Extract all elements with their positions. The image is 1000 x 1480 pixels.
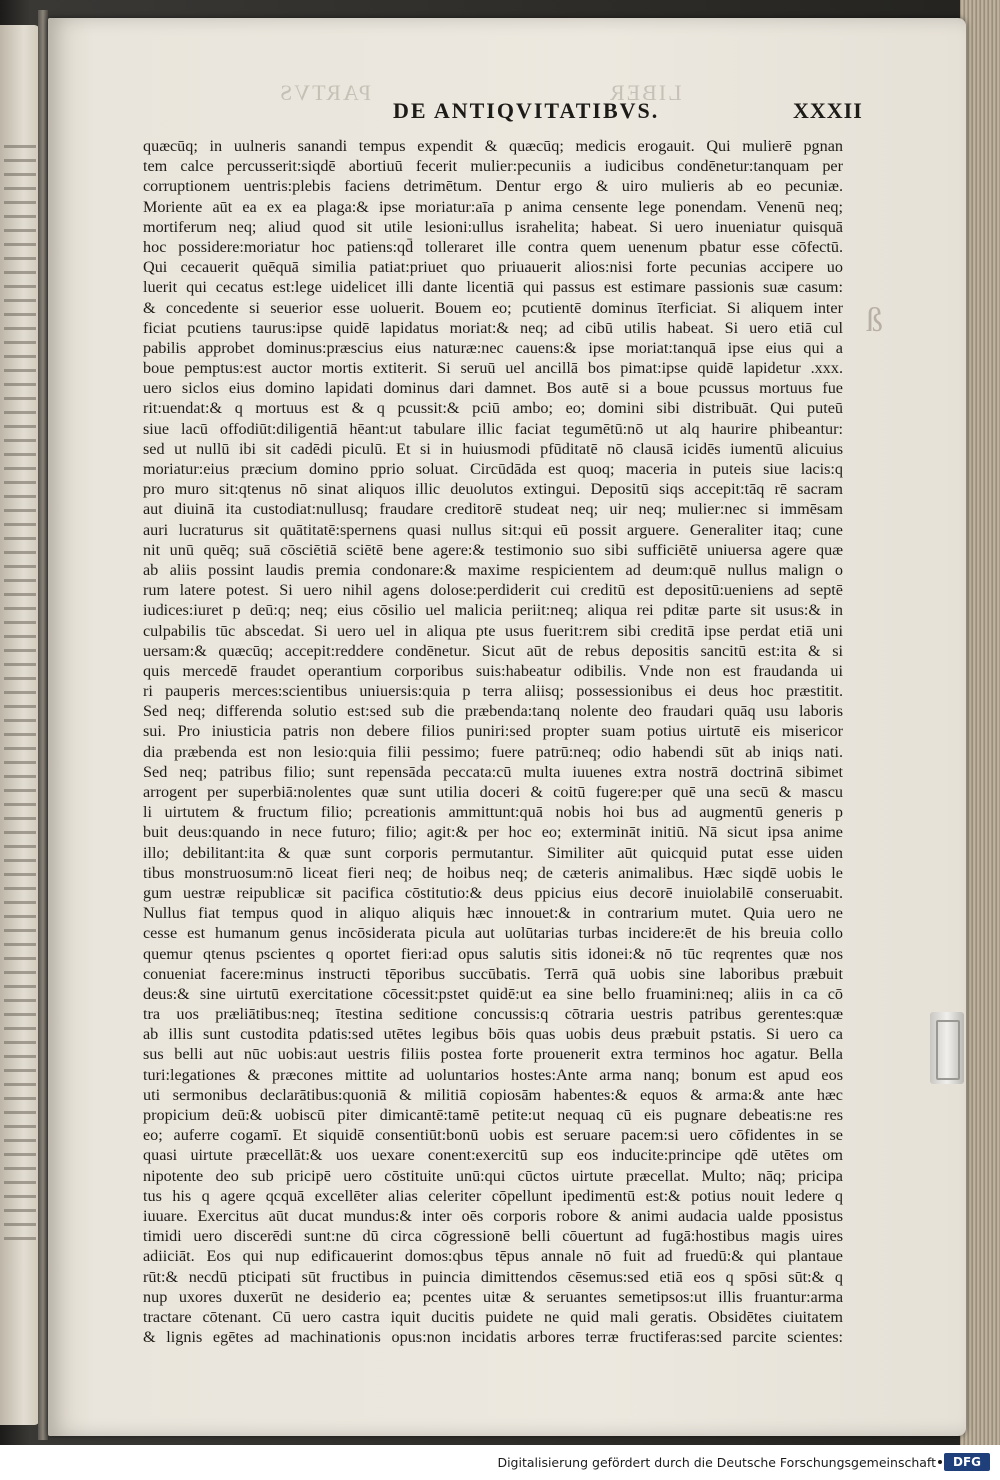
- text-line: propicium deū:& uobiscū piter dimicantē:tamē petite:ut nequaq cū eis pugnare debeatis:ne res: [143, 1106, 843, 1124]
- text-line: li uirtutem & fructum filio; pcreationis ammittunt:quā nobis hoi bus ad augmentū generis p: [143, 803, 843, 822]
- text-line: adiiciāt. Eos qui nup edificauerint domos:qbus tēpus annale nō fuit ad fruedū:& qui plantaue: [143, 1247, 843, 1266]
- text-line: ab illis sunt custodita pdatis:sed utētes legibus bōis quas uobis deus præbuit pstatis. Si uero ca: [143, 1025, 843, 1044]
- text-line: sus belli aut nūc uobis:aut uestris filiis postea forte prouenerit extra terminos hoc agatur. Bella: [143, 1045, 843, 1064]
- text-line: iudices:iuret p deū:q; neq; eius cōsilio uel malicia periit:neq; aliqua rei pditæ parte sit usus:& in: [143, 601, 843, 620]
- text-line: ab aliis possint laudis premia condonare:& maxime respicientem ad deum:quē nullus malign o: [143, 560, 843, 579]
- text-line: tra uos præliātibus:neq; ītestina seditione concussis:q cōtraria uestris patribus gerentes:quæ: [143, 1005, 843, 1024]
- text-line: corruptionem uentris:plebis faciens detrimētum. Dentur ergo & uiro mulieris ab eo pecuniæ.: [143, 177, 843, 196]
- text-line: hoc possidere:moriatur hoc patiens:qd̄ tolleraret ille contra quem uenenum pbatur esse cōfectū.: [143, 237, 843, 256]
- text-line: conueniat facere:minus instructi tēporibus succūbatis. Terrā quā uobis sine laboribus præbuit: [143, 964, 843, 983]
- text-line: uero siclos eius domino lapidati dominus dari damnet. Bos autē si a boue pcussus mortuus fue: [143, 379, 843, 398]
- text-line: Nullus fiat tempus quod in aliquo aliquis hæc innouet:& in contrarium mutet. Quia uero ne: [143, 904, 843, 923]
- text-line: quasi uirtute præcellāt:& uos uexare conent:exercitū sup eos inducite:principe qdē utētes om: [143, 1146, 843, 1165]
- text-line: sed ut nullū ibi sit cadēdi piculū. Et si in huiusmodi pfūditatē nō clausā icidēs iumentū alicuius: [143, 439, 843, 458]
- text-line: ficiat pcutiens taurus:ipse quidē lapidatus moriat:& neq; ad cibū utilis habeat. Si uero etiā cul: [143, 318, 843, 337]
- previous-page-text: [4, 145, 36, 1245]
- text-line: buit deus:quando in nece futuro; filio; agit:& per hoc eo; extermināt initiū. Nā sicut ipsa anime: [143, 823, 843, 842]
- text-line: tibus monstruosum:nō liceat fieri neq; de hoibus neq; de cæteris animalibus. Hæc siqdē uobis le: [143, 863, 843, 882]
- text-line: tus his q agere qcquā excellēter alias celeriter cōpellunt ipedimentū est:& potius nouit ledere q: [143, 1186, 843, 1205]
- bleed-through-text: PARTVS: [278, 80, 372, 105]
- text-line: quemur qtenus pscientes q oportet fieri:ad opus salutis sitis idonei:& nō tūc reqrentes quæ nos: [143, 944, 843, 963]
- text-line: illo; debilitant:ita & quæ sunt corporis permutantur. Similiter aūt quicquid putat esse uiden: [143, 843, 843, 862]
- text-line: deus:& sine uirtutū exercitatione cōcessit:pstet quidē:ut ea sine bello fruamini:neq; aliis in ca cō: [143, 984, 843, 1003]
- text-line: arrogent per superbiā:nolentes quæ sunt utilia doceri & coitū fugere:per quē una secū & mascu: [143, 783, 843, 801]
- text-line: nipotente deo sub pricipē uero cōstituite unū:qui cūctos uirtute præcellat. Multo; nāq; pricipa: [143, 1166, 843, 1185]
- previous-page-edge: [0, 25, 40, 1425]
- text-line: Sed neq; differenda solutio est:sed sub die præbenda:tanq nolente deo fraudari quāq usu laboris: [143, 702, 843, 721]
- body-text: [143, 136, 843, 1347]
- text-line: nit unū quēq; suā cōsciētiā sciētē bene agere:& testimonio suo sibi sufficiētē uniuersa agere quæ: [143, 540, 843, 559]
- text-line: luerit qui cecatus est:lege uidelicet illi dante licentiā qui passus est estimare passionis suæ casum:: [143, 278, 843, 297]
- text-line: mortiferum neq; aliud quod sit utile lesioni:ullus israhelita; habeat. Si uero inueniatur quisquā: [143, 217, 843, 236]
- text-line: boue pemptus:est auctor mortis extiterit. Si seruū uel ancillā bos pimat:ipse quidē lapidetur .xxx.: [143, 359, 843, 378]
- text-line: pabilis approbet dominus:præscius eius naturæ:nec cauens:& ipse moriat:tanquā ipse eius qui a: [143, 338, 843, 357]
- text-line: & lignis egētes ad machinationis opus:non incidatis arbores terræ fructiferas:sed parcite scientes:: [143, 1328, 843, 1347]
- text-line: tractare cōtenant. Cū uero castra iquit ducitis puidete ne quid mali geratis. Obsidētes ciuitatem: [143, 1307, 843, 1326]
- dfg-logo: DFG: [944, 1453, 990, 1471]
- folio-number: XXXII: [793, 98, 863, 123]
- text-line: pro muro sit:qtenus nō sinat aliquos illic deuolutos extingui. Depositū siqs accepit:tāq rē sacram: [143, 480, 843, 499]
- page-clip: [930, 1012, 964, 1084]
- text-line: culpabilis tūc abscedat. Si uero uel in aliqua pte usus fuerit:rem sibi creditā ipse perdat etiā uni: [143, 621, 843, 640]
- running-head: DE ANTIQVITATIBVS.: [393, 98, 660, 123]
- text-line: Moriente aūt ea ex ea plaga:& ipse moriatur:aīa p anima censente lege ponendam. Venenū neq;: [143, 197, 843, 216]
- text-line: ri pauperis merces:scientibus uniuersis:quia p terra aliisq; possessionibus ei deus hoc præstitit.: [143, 682, 843, 701]
- text-line: & concedente si seuerior esse uoluerit. Bouem eo; pcutientē dominus īterficiat. Si aliquem inter: [143, 298, 843, 317]
- text-line: siue lacū offodiūt:diligentiā hēant:ut tabulare illic faciat tegumētū:nō ut alq haurire phibeantur:: [143, 419, 843, 438]
- text-line: quis mercedē fraudet operantium corporibus suis:habeatur odibilis. Vnde non est fraudanda ui: [143, 661, 843, 680]
- text-line: quæcūq; in uulneris sanandi tempus expendit & quæcūq; medicis erogauit. Qui mulierē pgnan: [143, 137, 843, 155]
- text-line: sui. Pro iniusticia patris non debere filios puniri:sed propter suam potius uirtutē eis misericor: [143, 722, 843, 741]
- text-line: moriatur:eius præcium domino pprio soluat. Circūdāda est quoq; maceria in puteis siue lacis:q: [143, 460, 843, 478]
- text-line: cesse est humanum genus incōsiderata picula aut uolūtarias turbas incidere:ēt de his breuia collo: [143, 924, 843, 943]
- text-line: Sed neq; patribus filio; sunt repensāda peccata:cū multa iuuenes extra nostrā doctrinā sibimet: [143, 762, 843, 781]
- text-line: rit:uendat:& q mortuus est & q pcussit:& pciū ambo; eo; domini sibi distribuāt. Qui puteū: [143, 399, 843, 418]
- text-line: eo; auferre cogamī. Et siquidē consentiūt:bonū uobis est seruare pacem:si uero cōfidentes in se: [143, 1126, 843, 1145]
- text-line: rum latere potest. Si uero nihil agens dolose:perdiderit cui creditū est depositū:ueniens ad septē: [143, 581, 843, 600]
- book-page-edge: [960, 0, 1000, 1445]
- text-line: uti sermonibus declarātibus:quoniā & militiā copiosām habentes:& equos & arma:& ante hæc: [143, 1085, 843, 1104]
- separator-dot: [938, 1460, 942, 1464]
- text-line: uersam:& quæcūq; accepit:reddere condēnetur. Sicut aūt de rebus depositis sancitū est:ita & si: [143, 641, 843, 660]
- text-line: turi:legationes & præcones mittite ad uoluntarios hostes:Ante arma nanq; bonum est apud eos: [143, 1065, 843, 1084]
- text-line: iuuare. Exercitus aūt ducat mundus:& inter oēs corporis robore & animi audacia ualde pposistus: [143, 1206, 843, 1225]
- bleed-through-text: LIBER: [608, 80, 682, 105]
- text-line: aut diuinā ita custodiat:nullusq; fraudare creditorē studeat neq; uir neq; mulier:nec si immēsam: [143, 500, 843, 519]
- text-line: timidi uero discerēdi sunt:ne dū circa cōgressionē belli cōuertunt ad fugā:hostibus magis uires: [143, 1227, 843, 1246]
- book-binding: [38, 10, 48, 1440]
- text-line: nup uxores duxerūt ne desiderio ea; pcentes uitæ & seruantes semetipsos:ut illis fruantur:arma: [143, 1287, 843, 1306]
- text-line: dia præbenda est non lesio:quia filii pessimo; fuere patrū:neq; odio habendi sūt ab iniqs nati.: [143, 742, 843, 761]
- digitization-credit: Digitalisierung gefördert durch die Deutsche Forschungsgemeinschaft: [497, 1455, 936, 1470]
- book-page: [48, 18, 966, 1436]
- text-line: gum uestræ reipublicæ sit pacifica cōstitutio:& deus ppicius eius decorē inuiolabilē conseruabit.: [143, 883, 843, 902]
- text-line: Qui cecauerit quēquā similia patiat:priuet quo priuauerit alios:nisi forte pecunias accipere uo: [143, 258, 843, 277]
- clip-wire: [936, 1020, 960, 1080]
- footer-bar: [0, 1445, 1000, 1480]
- text-line: tem calce percusserit:siqdē abortiuū fecerit mulier:pecuniis a iudicibus condēnetur:tanquam per: [143, 157, 843, 176]
- pencil-mark: ß: [866, 302, 883, 339]
- text-line: auri lucraturus sit quātitatē:spernens quasi nullus sit:qui eū possit arguere. Generaliter itaq; cune: [143, 520, 843, 539]
- text-line: rūt:& necdū pticipati sūt fructibus in puincia dimittendos cēsemus:sed etiā eos q spōsi sūt:& q: [143, 1267, 843, 1286]
